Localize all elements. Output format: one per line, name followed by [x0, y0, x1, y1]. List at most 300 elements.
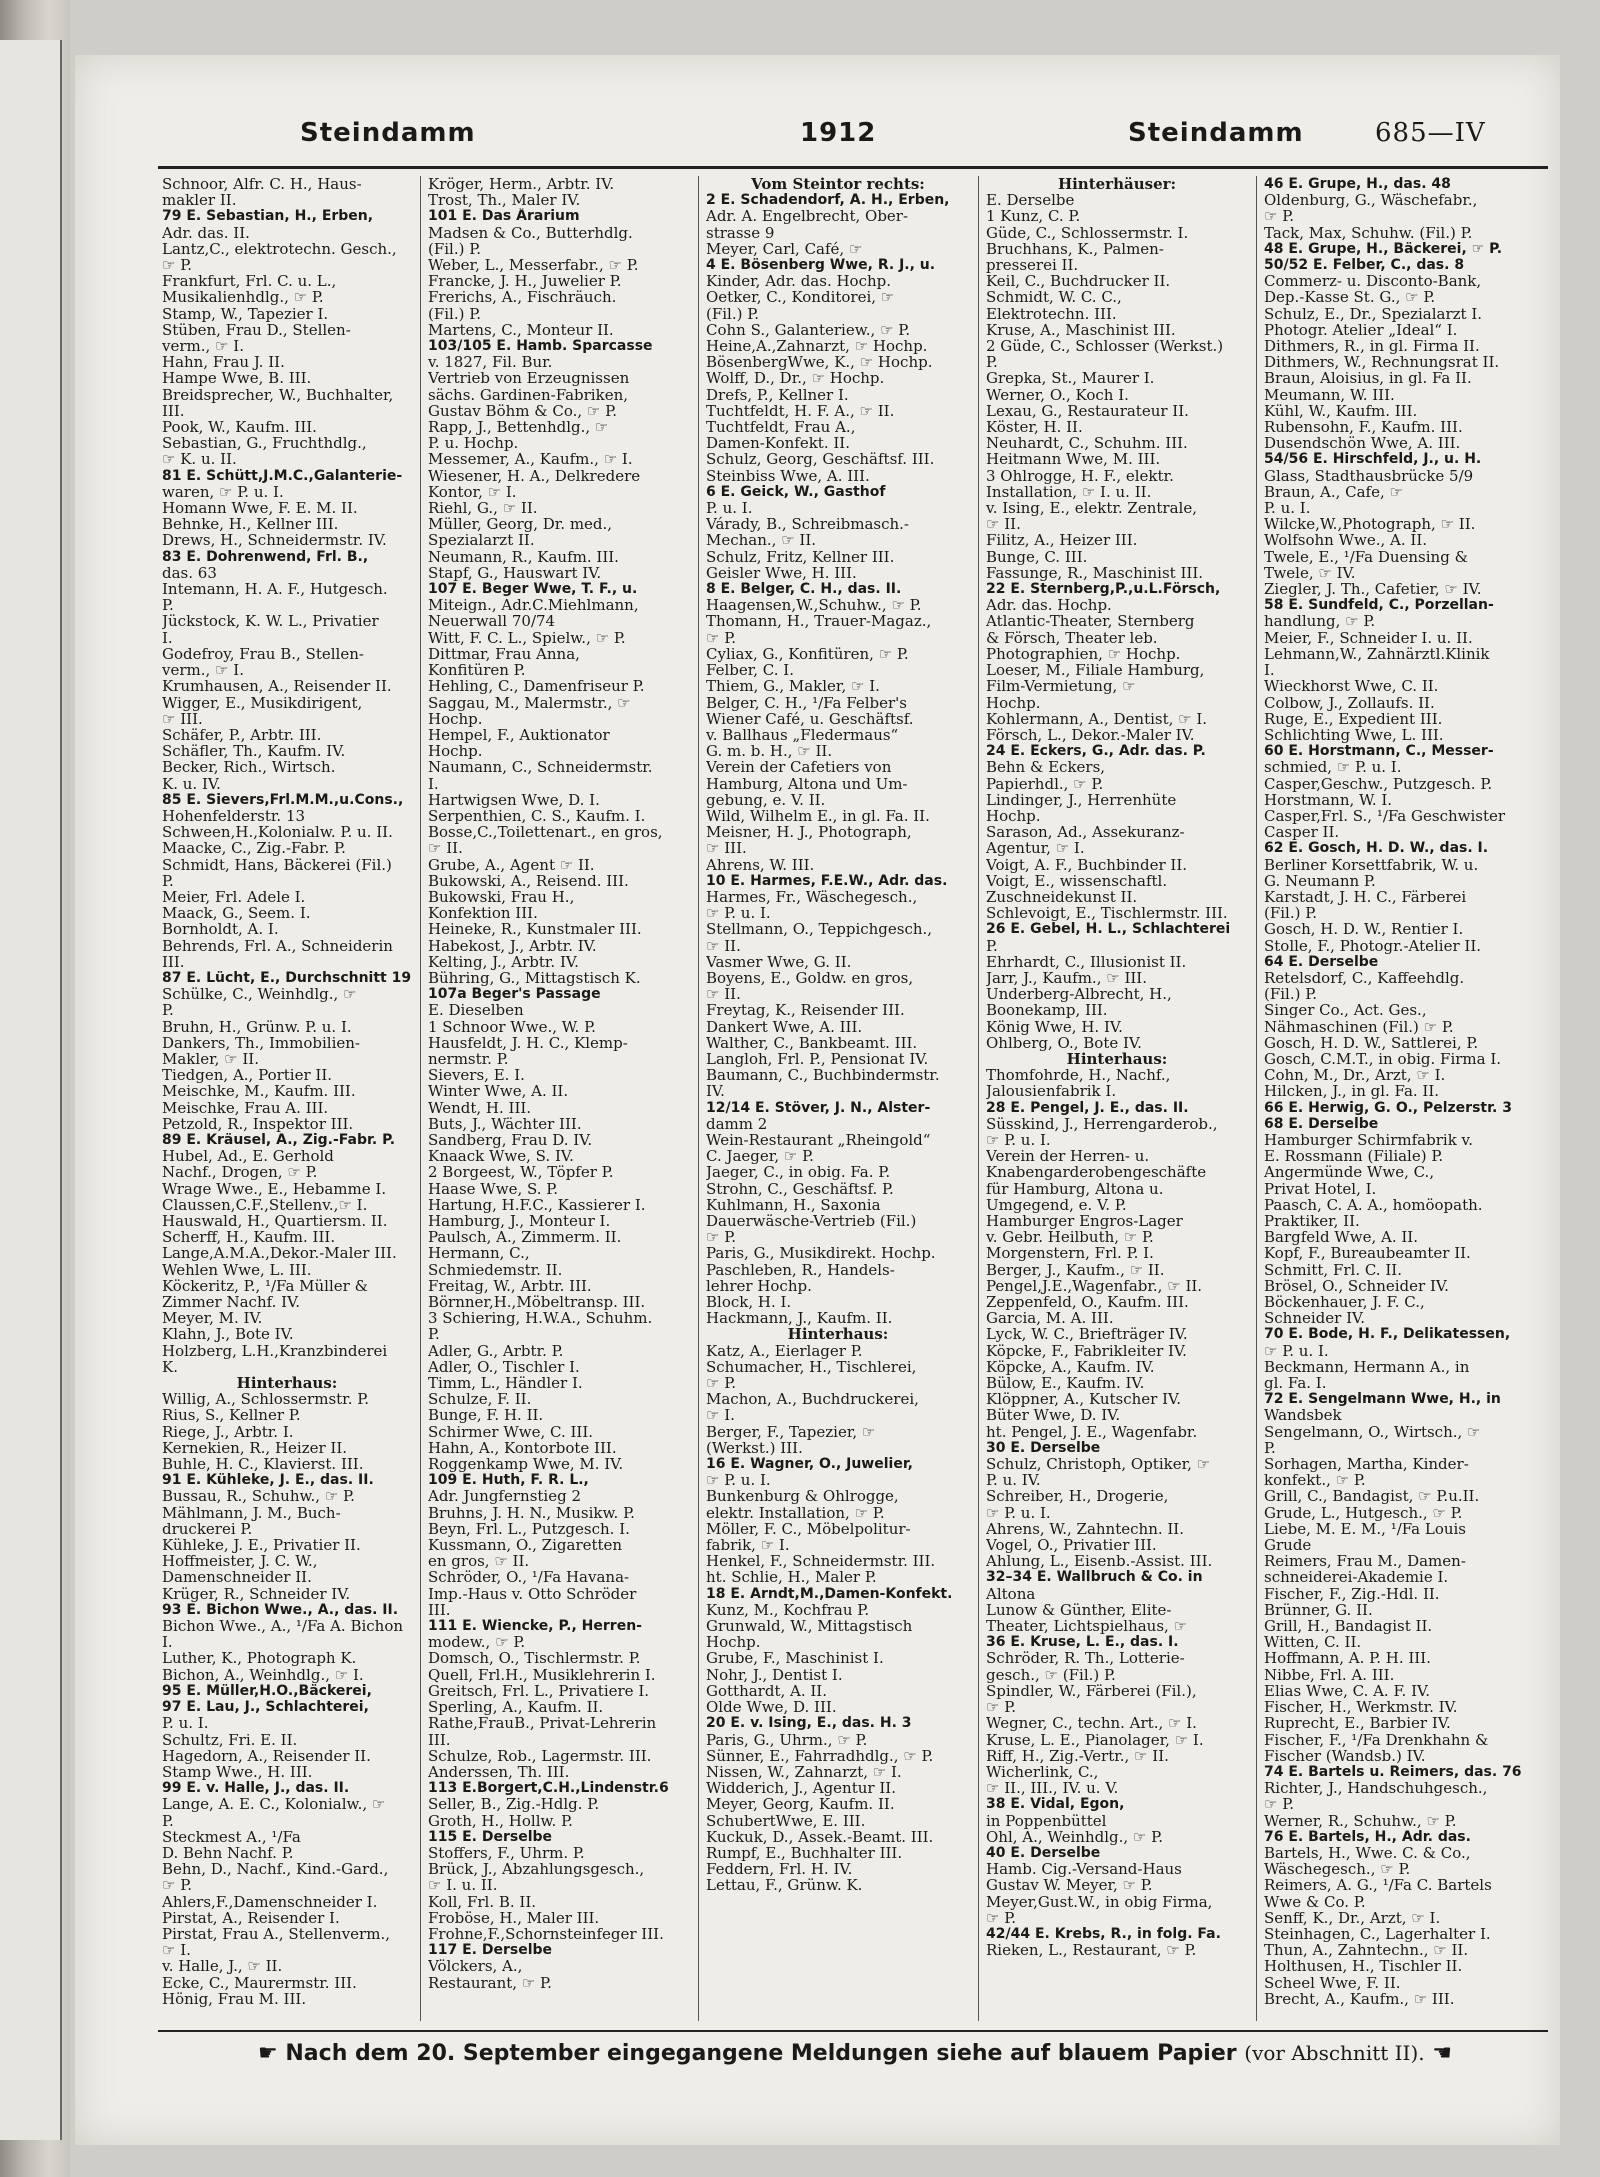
directory-entry: Gotthardt, A. II. [706, 1682, 827, 1700]
directory-entry: Kelting, J., Arbtr. IV. [428, 953, 579, 970]
directory-entry: Braun, A., Cafe, ☞ [1264, 483, 1403, 501]
directory-entry: Schmidt, W. C. C., [986, 289, 1122, 306]
directory-entry: Kühl, W., Kaufm. III. [1264, 402, 1418, 420]
directory-entry: Meyer, M. IV. [162, 1310, 263, 1327]
directory-entry: Stamp Wwe., H. III. [162, 1763, 313, 1781]
directory-entry: Neumann, R., Kaufm. III. [428, 548, 619, 565]
directory-entry: Heine,A.,Zahnarzt, ☞ Hochp. [706, 338, 928, 355]
directory-entry: Block, H. I. [706, 1294, 792, 1311]
directory-entry: Knabengarderobengeschäfte [986, 1164, 1207, 1181]
directory-entry: ☞ II., III., IV. u. V. [986, 1780, 1119, 1797]
directory-entry: Agentur, ☞ I. [986, 840, 1085, 857]
directory-entry: Scheel Wwe, F. II. [1264, 1974, 1401, 1991]
house-number-entry: 103/105 E. Hamb. Sparcasse [428, 338, 653, 355]
directory-entry: Ecke, C., Maurermstr. III. [162, 1974, 357, 1991]
directory-entry: Scherff, H., Kaufm. III. [162, 1229, 336, 1246]
directory-entry: Rathe,FrauB., Privat-Lehrerin [428, 1715, 657, 1732]
directory-entry: Paschleben, R., Handels- [706, 1261, 895, 1278]
directory-entry: Riehl, G., ☞ II. [428, 500, 538, 517]
directory-entry: Süsskind, J., Herrengarderob., [986, 1115, 1218, 1132]
directory-entry: P. [986, 354, 998, 371]
page-number: 685—IV [1375, 118, 1486, 148]
directory-entry: Konfitüren P. [428, 662, 526, 679]
directory-entry: Fischer (Wandsb.) IV. [1264, 1747, 1426, 1764]
directory-entry: Sengelmann, O., Wirtsch., ☞ [1264, 1423, 1481, 1440]
directory-entry: Börnner,H.,Möbeltransp. III. [428, 1294, 646, 1311]
directory-entry: Kröger, Herm., Arbtr. IV. [428, 176, 615, 193]
house-number-entry: 12/14 E. Stöver, J. N., Alster- [706, 1099, 931, 1116]
directory-entry: Schulze, F. II. [428, 1391, 532, 1408]
directory-entry: Maack, G., Seem. I. [162, 905, 311, 922]
directory-entry: Altona [986, 1585, 1036, 1602]
directory-entry: ht. Pengel, J. E., Wagenfabr. [986, 1423, 1198, 1440]
directory-entry: Wein-Restaurant „Rheingold“ [706, 1131, 931, 1149]
directory-entry: Kussmann, O., Zigaretten [428, 1537, 623, 1554]
directory-entry: Roggenkamp Wwe, M. IV. [428, 1456, 624, 1473]
directory-entry: G. Neumann P. [1264, 872, 1376, 889]
directory-entry: Freytag, K., Reisender III. [706, 1002, 905, 1019]
directory-entry: Steinbiss Wwe, A. III. [706, 467, 870, 484]
directory-entry: Várady, B., Schreibmasch.- [706, 516, 910, 533]
directory-entry: Weber, L., Messerfabr., ☞ P. [428, 257, 639, 274]
directory-entry: Schäfer, P., Arbtr. III. [162, 726, 322, 744]
directory-entry: Bruchhans, K., Palmen- [986, 240, 1164, 258]
directory-entry: (Fil.) P. [1264, 905, 1318, 922]
house-number-entry: 2 E. Schadendorf, A. H., Erben, [706, 192, 950, 209]
directory-entry: Paulsch, A., Zimmerm. II. [428, 1229, 622, 1246]
directory-entry: Gosch, H. D. W., Sattlerei, P. [1264, 1034, 1479, 1051]
directory-entry: Ohlberg, O., Bote IV. [986, 1034, 1142, 1051]
directory-entry: Wicherlink, C., [986, 1763, 1099, 1781]
directory-entry: Loeser, M., Filiale Hamburg, [986, 662, 1205, 679]
directory-entry: Schmidt, Hans, Bäckerei (Fil.) [162, 856, 392, 873]
directory-entry: v. Gebr. Heilbuth, ☞ P. [986, 1229, 1154, 1246]
directory-entry: Berger, F., Tapezier, ☞ [706, 1423, 876, 1440]
directory-entry: ☞ II. [986, 516, 1021, 533]
directory-entry: Hamburger Schirmfabrik v. [1264, 1131, 1474, 1149]
column-divider [420, 176, 421, 2021]
directory-entry: Drefs, P., Kellner I. [706, 386, 849, 403]
directory-entry: Verein der Cafetiers von [706, 759, 892, 776]
directory-entry: Papierhdl., ☞ P. [986, 775, 1104, 792]
house-number-entry: 30 E. Derselbe [986, 1439, 1101, 1456]
directory-entry: Schröder, O., ¹/Fa Havana- [428, 1569, 630, 1586]
directory-entry: Köpcke, F., Fabrikleiter IV. [986, 1342, 1187, 1359]
header-street-right: Steindamm [1128, 118, 1304, 148]
directory-entry: ☞ P. [1264, 1796, 1295, 1813]
directory-entry: ☞ P. [706, 629, 737, 646]
directory-entry: Hackmann, J., Kaufm. II. [706, 1310, 893, 1327]
directory-entry: Kopf, F., Bureaubeamter II. [1264, 1245, 1471, 1262]
footer-notice [160, 2041, 1550, 2066]
directory-entry: Riff, H., Zig.-Vertr., ☞ II. [986, 1747, 1169, 1764]
directory-entry: Seller, B., Zig.-Hdlg. P. [428, 1796, 600, 1813]
directory-entry: ht. Schlie, H., Maler P. [706, 1569, 877, 1586]
directory-entry: Bussau, R., Schuhw., ☞ P. [162, 1488, 355, 1505]
house-number-entry: 10 E. Harmes, F.E.W., Adr. das. [706, 872, 948, 889]
directory-entry: Wild, Wilhelm E., in gl. Fa. II. [706, 807, 930, 825]
directory-entry: Hoffmeister, J. C. W., [162, 1553, 318, 1570]
directory-entry: Schulz, Georg, Geschäftsf. III. [706, 451, 935, 468]
directory-entry: Kuhlmann, H., Saxonia [706, 1196, 881, 1213]
directory-entry: K. u. IV. [162, 775, 221, 792]
house-number-entry: 97 E. Lau, J., Schlachterei, [162, 1699, 369, 1716]
directory-entry: Colbow, J., Zollaufs. II. [1264, 694, 1435, 711]
directory-entry: Behn & Eckers, [986, 759, 1106, 776]
directory-entry: Dittmar, Frau Anna, [428, 645, 580, 663]
directory-entry: Sandberg, Frau D. IV. [428, 1131, 593, 1149]
directory-entry: en gros, ☞ II. [428, 1553, 530, 1570]
house-number-entry: 20 E. v. Ising, E., das. H. 3 [706, 1715, 912, 1732]
directory-entry: Kernekien, R., Heizer II. [162, 1439, 348, 1457]
column-divider [978, 176, 979, 2021]
directory-entry: Hausfeldt, J. H. C., Klemp- [428, 1034, 628, 1051]
directory-entry: waren, ☞ P. u. I. [162, 483, 284, 501]
directory-entry: Messemer, A., Kaufm., ☞ I. [428, 451, 633, 468]
directory-entry: Bukowski, A., Reisend. III. [428, 872, 629, 889]
directory-entry: Paasch, C. A. A., homöopath. [1264, 1196, 1483, 1213]
directory-entry: Glass, Stadthausbrücke 5/9 [1264, 467, 1474, 484]
directory-entry: Kunz, M., Kochfrau P. [706, 1601, 870, 1619]
directory-entry: Wiesener, H. A., Delkredere [428, 467, 641, 484]
house-number-entry: 64 E. Derselbe [1264, 953, 1379, 970]
directory-entry: Pook, W., Kaufm. III. [162, 419, 317, 436]
directory-entry: Beckmann, Hermann A., in [1264, 1358, 1470, 1376]
directory-entry: Schmitt, Frl. C. II. [1264, 1261, 1402, 1278]
directory-entry: E. Dieselben [428, 1002, 524, 1019]
directory-entry: Behrends, Frl. A., Schneiderin [162, 937, 393, 954]
directory-entry: Thiem, G., Makler, ☞ I. [706, 678, 880, 695]
directory-entry: Ahrens, W. III. [706, 856, 815, 873]
directory-entry: Hochp. [428, 710, 483, 727]
directory-entry: Hochp. [428, 743, 483, 760]
directory-entry: Meyer,Gust.W., in obig Firma, [986, 1893, 1213, 1910]
directory-entry: Oetker, C., Konditorei, ☞ [706, 289, 895, 306]
directory-entry: Keil, C., Buchdrucker II. [986, 273, 1171, 290]
house-number-entry: 68 E. Derselbe [1264, 1115, 1379, 1132]
directory-entry: Winter Wwe, A. II. [428, 1083, 569, 1100]
house-number-entry: 24 E. Eckers, G., Adr. das. P. [986, 743, 1206, 760]
directory-entry: III. [162, 953, 185, 970]
directory-entry: ☞ III. [162, 710, 203, 727]
directory-entry: Gustav Böhm & Co., ☞ P. [428, 402, 617, 420]
directory-entry: ☞ P. [706, 1375, 737, 1392]
directory-entry: Kühleke, J. E., Privatier II. [162, 1537, 361, 1554]
directory-entry: Sarason, Ad., Assekuranz- [986, 824, 1185, 841]
directory-entry: ☞ P. [162, 1877, 193, 1894]
directory-entry: ☞ P. u. I. [986, 1504, 1051, 1521]
directory-entry: Meumann, W. III. [1264, 386, 1395, 403]
directory-entry: Cohn S., Galanteriew., ☞ P. [706, 321, 911, 339]
directory-entry: Klöppner, A., Kutscher IV. [986, 1391, 1182, 1408]
directory-entry: Rubensohn, F., Kaufm. III. [1264, 419, 1463, 436]
directory-entry: Nachf., Drogen, ☞ P. [162, 1164, 318, 1181]
directory-entry: Stapf, G., Hauswart IV. [428, 564, 602, 582]
directory-entry: Madsen & Co., Butterhdlg. [428, 224, 633, 241]
directory-entry: Völckers, A., [428, 1958, 523, 1975]
house-number-entry: 66 E. Herwig, G. O., Pelzerstr. 3 [1264, 1099, 1512, 1116]
directory-entry: Filitz, A., Heizer III. [986, 532, 1138, 549]
footer-text: Nach dem 20. September eingegangene Meldungen siehe auf blauem Papier [285, 2041, 1237, 2066]
directory-entry: Wendt, H. III. [428, 1099, 532, 1116]
directory-entry: ☞ P. [706, 1229, 737, 1246]
directory-entry: P. u. I. [162, 1715, 209, 1732]
directory-entry: C. Jaeger, ☞ P. [706, 1148, 814, 1165]
house-number-entry: 32–34 E. Wallbruch & Co. in [986, 1569, 1203, 1586]
directory-entry: Baumann, C., Buchbindermstr. [706, 1067, 940, 1084]
directory-entry: Behn, D., Nachf., Kind.-Gard., [162, 1861, 389, 1878]
directory-entry: Frohne,F.,Schornsteinfeger III. [428, 1925, 664, 1943]
directory-entry: Pirstat, A., Reisender I. [162, 1909, 340, 1926]
directory-entry: Lettau, F., Grünw. K. [706, 1877, 863, 1894]
directory-entry: Cyliax, G., Konfitüren, ☞ P. [706, 645, 909, 663]
directory-entry: Bunge, F. H. II. [428, 1407, 544, 1424]
directory-entry: ☞ P. [986, 1699, 1017, 1716]
house-number-entry: 40 E. Derselbe [986, 1844, 1101, 1861]
directory-entry: Tiedgen, A., Portier II. [162, 1067, 333, 1084]
house-number-entry: 83 E. Dohrenwend, Frl. B., [162, 548, 369, 565]
directory-entry: Möller, F. C., Möbelpolitur- [706, 1520, 911, 1538]
directory-entry: Groth, H., Hollw. P. [428, 1812, 573, 1829]
directory-entry: Bosse,C.,Toilettenart., en gros, [428, 824, 663, 841]
directory-entry: Bruhns, J. H. N., Musikw. P. [428, 1504, 635, 1521]
directory-entry: Lange,A.M.A.,Dekor.-Maler III. [162, 1245, 397, 1262]
directory-entry: Stamp, W., Tapezier I. [162, 305, 329, 322]
directory-entry: Tuchtfeldt, H. F. A., ☞ II. [706, 402, 895, 420]
directory-entry: Elektrotechn. III. [986, 305, 1117, 322]
directory-entry: Feddern, Frl. H. IV. [706, 1861, 853, 1878]
directory-entry: Reimers, Frau M., Damen- [1264, 1553, 1466, 1570]
directory-entry: Geisler Wwe, H. III. [706, 564, 857, 582]
directory-entry: Nähmaschinen (Fil.) ☞ P. [1264, 1018, 1454, 1035]
directory-entry: P. u. I. [706, 500, 753, 517]
directory-entry: Hochp. [986, 694, 1041, 711]
directory-entry: Holthusen, H., Tischler II. [1264, 1958, 1463, 1975]
directory-entry: Stüben, Frau D., Stellen- [162, 321, 351, 339]
directory-entry: Atlantic-Theater, Sternberg [986, 613, 1195, 630]
directory-entry: für Hamburg, Altona u. [986, 1180, 1164, 1197]
directory-entry: Domsch, O., Tischlermstr. P. [428, 1650, 641, 1667]
directory-entry: Sebastian, G., Fruchthdlg., [162, 435, 367, 452]
directory-entry: Braun, Aloisius, in gl. Fa II. [1264, 370, 1472, 387]
directory-entry: Grill, H., Bandagist II. [1264, 1618, 1433, 1635]
directory-entry: Hartung, H.F.C., Kassierer I. [428, 1196, 646, 1213]
directory-entry: ☞ I. [162, 1942, 191, 1959]
directory-entry: Installation, ☞ I. u. II. [986, 483, 1152, 501]
directory-entry: Jalousienfabrik I. [986, 1083, 1117, 1100]
directory-entry: Hagedorn, A., Reisender II. [162, 1747, 371, 1764]
directory-entry: Bichon Wwe., A., ¹/Fa A. Bichon [162, 1618, 404, 1635]
directory-entry: Film-Vermietung, ☞ [986, 678, 1136, 695]
directory-entry: elektr. Installation, ☞ P. [706, 1504, 885, 1521]
directory-entry: Meyer, Carl, Café, ☞ [706, 240, 863, 258]
directory-entry: ☞ II. [706, 937, 741, 954]
directory-entry: verm., ☞ I. [162, 662, 244, 679]
directory-entry: G. m. b. H., ☞ II. [706, 743, 833, 760]
directory-entry: Timm, L., Händler I. [428, 1375, 583, 1392]
directory-entry: Casper,Geschw., Putzgesch. P. [1264, 775, 1493, 792]
directory-entry: Gosch, C.M.T., in obig. Firma I. [1264, 1050, 1502, 1068]
directory-entry: Mechan., ☞ II. [706, 532, 817, 549]
directory-entry: ☞ P. u. I. [986, 1131, 1051, 1149]
directory-entry: Werner, O., Koch I. [986, 386, 1129, 403]
directory-entry: Drews, H., Schneidermstr. IV. [162, 532, 387, 549]
section-heading: Hinterhäuser: [1057, 176, 1177, 193]
directory-entry: Hochp. [706, 1634, 761, 1651]
directory-entry: Sorhagen, Martha, Kinder- [1264, 1456, 1469, 1473]
directory-entry: Habekost, J., Arbtr. IV. [428, 937, 597, 954]
directory-entry: schmied, ☞ P. u. I. [1264, 759, 1402, 776]
directory-entry: Langloh, Frl. P., Pensionat IV. [706, 1050, 929, 1068]
directory-entry: Luther, K., Photograph K. [162, 1650, 357, 1667]
directory-entry: Sievers, E. I. [428, 1067, 525, 1084]
directory-entry: P. u. Hochp. [428, 435, 519, 452]
house-number-entry: 16 E. Wagner, O., Juwelier, [706, 1456, 913, 1473]
directory-entry: Hartwigsen Wwe, D. I. [428, 791, 600, 808]
directory-entry: Berger, J., Kaufm., ☞ II. [986, 1261, 1165, 1278]
house-number-entry: 8 E. Belger, C. H., das. II. [706, 581, 902, 598]
directory-entry: Photogr. Atelier „Ideal“ I. [1264, 321, 1458, 339]
directory-entry: Makler, ☞ II. [162, 1050, 259, 1068]
directory-entry: Güde, C., Schlossermstr. I. [986, 224, 1189, 241]
house-number-entry: 36 E. Kruse, L. E., das. I. [986, 1634, 1179, 1651]
section-heading: Hinterhaus: [787, 1326, 889, 1343]
directory-entry: Wieckhorst Wwe, C. II. [1264, 678, 1439, 695]
directory-entry: Grude [1264, 1537, 1312, 1554]
directory-entry: Saggau, M., Malermstr., ☞ [428, 694, 631, 711]
directory-entry: Sünner, E., Fahrradhdlg., ☞ P. [706, 1747, 934, 1764]
directory-entry: 1 Kunz, C. P. [986, 208, 1081, 225]
directory-entry: Cohn, M., Dr., Arzt, ☞ I. [1264, 1067, 1446, 1084]
directory-entry: P. u. I. [1264, 500, 1311, 517]
directory-entry: Stellmann, O., Teppichgesch., [706, 921, 933, 938]
directory-entry: Wehlen Wwe, L. III. [162, 1261, 312, 1278]
directory-entry: modew., ☞ P. [428, 1634, 526, 1651]
directory-entry: Bargfeld Wwe, A. II. [1264, 1229, 1418, 1246]
directory-entry: Berliner Korsettfabrik, W. u. [1264, 856, 1479, 873]
directory-entry: Meier, Frl. Adele I. [162, 888, 306, 906]
directory-entry: Neuerwall 70/74 [428, 613, 556, 630]
directory-entry: P. [162, 1812, 174, 1829]
directory-entry: Ahlung, L., Eisenb.-Assist. III. [986, 1553, 1213, 1570]
directory-entry: Kuckuk, D., Assek.-Beamt. III. [706, 1828, 934, 1845]
directory-entry: Schween,H.,Kolonialw. P. u. II. [162, 824, 393, 841]
directory-entry: Thomann, H., Trauer-Magaz., [706, 613, 932, 630]
directory-entry: gesch., ☞ (Fil.) P. [986, 1666, 1116, 1683]
directory-entry: Verein der Herren- u. [986, 1148, 1150, 1165]
directory-entry: Twele, ☞ IV. [1264, 564, 1356, 582]
directory-entry: Francke, J. H., Juwelier P. [428, 273, 622, 290]
directory-entry: Rumpf, E., Buchhalter III. [706, 1844, 903, 1862]
directory-entry: III. [428, 1601, 451, 1619]
directory-entry: Umgegend, e. V. P. [986, 1196, 1127, 1213]
house-number-entry: 101 E. Das Ärarium [428, 208, 580, 225]
footer-note: (vor Abschnitt II). [1244, 2041, 1425, 2065]
directory-entry: I. [162, 629, 173, 646]
directory-entry: Pirstat, Frau A., Stellenverm., [162, 1925, 390, 1943]
directory-entry: Hahn, A., Kontorbote III. [428, 1439, 617, 1457]
directory-entry: Riege, J., Arbtr. I. [162, 1423, 294, 1440]
house-number-entry: 62 E. Gosch, H. D. W., das. I. [1264, 840, 1489, 857]
house-number-entry: 113 E.Borgert,C.H.,Lindenstr.6 [428, 1780, 669, 1797]
directory-entry: Lexau, G., Restaurateur II. [986, 402, 1189, 420]
directory-entry: presserei II. [986, 257, 1079, 274]
directory-entry: Spindler, W., Färberei (Fil.), [986, 1682, 1197, 1700]
directory-entry: Richter, J., Handschuhgesch., [1264, 1780, 1488, 1797]
directory-entry: Ohl, A., Weinhdlg., ☞ P. [986, 1828, 1163, 1845]
directory-entry: Schultz, Fri. E. II. [162, 1731, 298, 1748]
section-heading: Vom Steintor rechts: [751, 176, 925, 193]
house-number-entry: 60 E. Horstmann, C., Messer- [1264, 743, 1494, 760]
directory-entry: Trost, Th., Maler IV. [428, 192, 581, 209]
directory-entry: ☞ P. u. I. [706, 1472, 771, 1489]
directory-entry: ☞ K. u. II. [162, 451, 237, 468]
directory-entry: I. [162, 1634, 173, 1651]
directory-entry: Serpenthien, C. S., Kaufm. I. [428, 807, 646, 825]
directory-entry: Lyck, W. C., Briefträger IV. [986, 1326, 1188, 1343]
directory-entry: Ruprecht, E., Barbier IV. [1264, 1715, 1451, 1732]
house-number-entry: 46 E. Grupe, H., das. 48 [1264, 176, 1451, 192]
directory-entry: Casper II. [1264, 824, 1340, 841]
directory-entry: das. 63 [162, 564, 217, 582]
directory-entry: Dauerwäsche-Vertrieb (Fil.) [706, 1213, 917, 1230]
directory-column-2 [428, 176, 690, 2021]
directory-entry: Olde Wwe, D. III. [706, 1699, 837, 1716]
directory-entry: Freitag, W., Arbtr. III. [428, 1277, 592, 1295]
directory-entry: 2 Güde, C., Schlosser (Werkst.) [986, 338, 1224, 355]
directory-column-4 [986, 176, 1248, 2021]
directory-entry: Zeppenfeld, O., Kaufm. III. [986, 1294, 1189, 1311]
directory-entry: Adler, O., Tischler I. [428, 1358, 580, 1376]
house-number-entry: 4 E. Bösenberg Wwe, R. J., u. [706, 257, 936, 274]
directory-entry: Kohlermann, A., Dentist, ☞ I. [986, 710, 1208, 727]
directory-entry: Heitmann Wwe, M. III. [986, 451, 1161, 468]
directory-entry: Zimmer Nachf. IV. [162, 1294, 301, 1311]
directory-entry: Bornholdt, A. I. [162, 921, 279, 938]
previous-page-edge [0, 40, 62, 2140]
directory-entry: Thomfohrde, H., Nachf., [986, 1067, 1171, 1084]
directory-entry: Dithmers, W., Rechnungsrat II. [1264, 354, 1500, 371]
house-number-entry: 22 E. Sternberg,P.,u.L.Försch, [986, 581, 1221, 598]
directory-entry: sächs. Gardinen-Fabriken, [428, 386, 628, 403]
directory-entry: ☞ P. u. I. [1264, 1342, 1329, 1359]
directory-entry: Wilcke,W.,Photograph, ☞ II. [1264, 516, 1476, 533]
directory-entry: ☞ II. [428, 840, 463, 857]
directory-entry: Bichon, A., Weinhdlg., ☞ I. [162, 1666, 364, 1683]
directory-entry: BösenbergWwe, K., ☞ Hochp. [706, 354, 933, 371]
directory-entry: Meischke, Frau A. III. [162, 1099, 329, 1116]
directory-entry: Greitsch, Frl. L., Privatiere I. [428, 1682, 650, 1700]
directory-entry: Schlevoigt, E., Tischlermstr. III. [986, 905, 1228, 922]
directory-entry: Belger, C. H., ¹/Fa Felber's [706, 694, 907, 711]
directory-entry: schneiderei-Akademie I. [1264, 1569, 1449, 1586]
directory-entry: Köster, H. II. [986, 419, 1083, 436]
directory-entry: P. [162, 597, 174, 614]
directory-entry: Sperling, A., Kaufm. II. [428, 1699, 604, 1716]
directory-entry: Hönig, Frau M. III. [162, 1990, 307, 2007]
directory-entry: Ruge, E., Expedient III. [1264, 710, 1443, 727]
column-divider [698, 176, 699, 2021]
directory-entry: Garcia, M. A. III. [986, 1310, 1114, 1327]
directory-entry: Meischke, M., Kaufm. III. [162, 1083, 356, 1100]
house-number-entry: 99 E. v. Halle, J., das. II. [162, 1780, 350, 1797]
house-number-entry: 58 E. Sundfeld, C., Porzellan- [1264, 597, 1494, 614]
directory-entry: Böckenhauer, J. F. C., [1264, 1294, 1425, 1311]
directory-entry: Bunge, C. III. [986, 548, 1088, 565]
directory-entry: Strohn, C., Geschäftsf. P. [706, 1180, 894, 1197]
house-number-entry: 111 E. Wiencke, P., Herren- [428, 1618, 642, 1635]
directory-entry: Casper,Frl. S., ¹/Fa Geschwister [1264, 807, 1506, 825]
